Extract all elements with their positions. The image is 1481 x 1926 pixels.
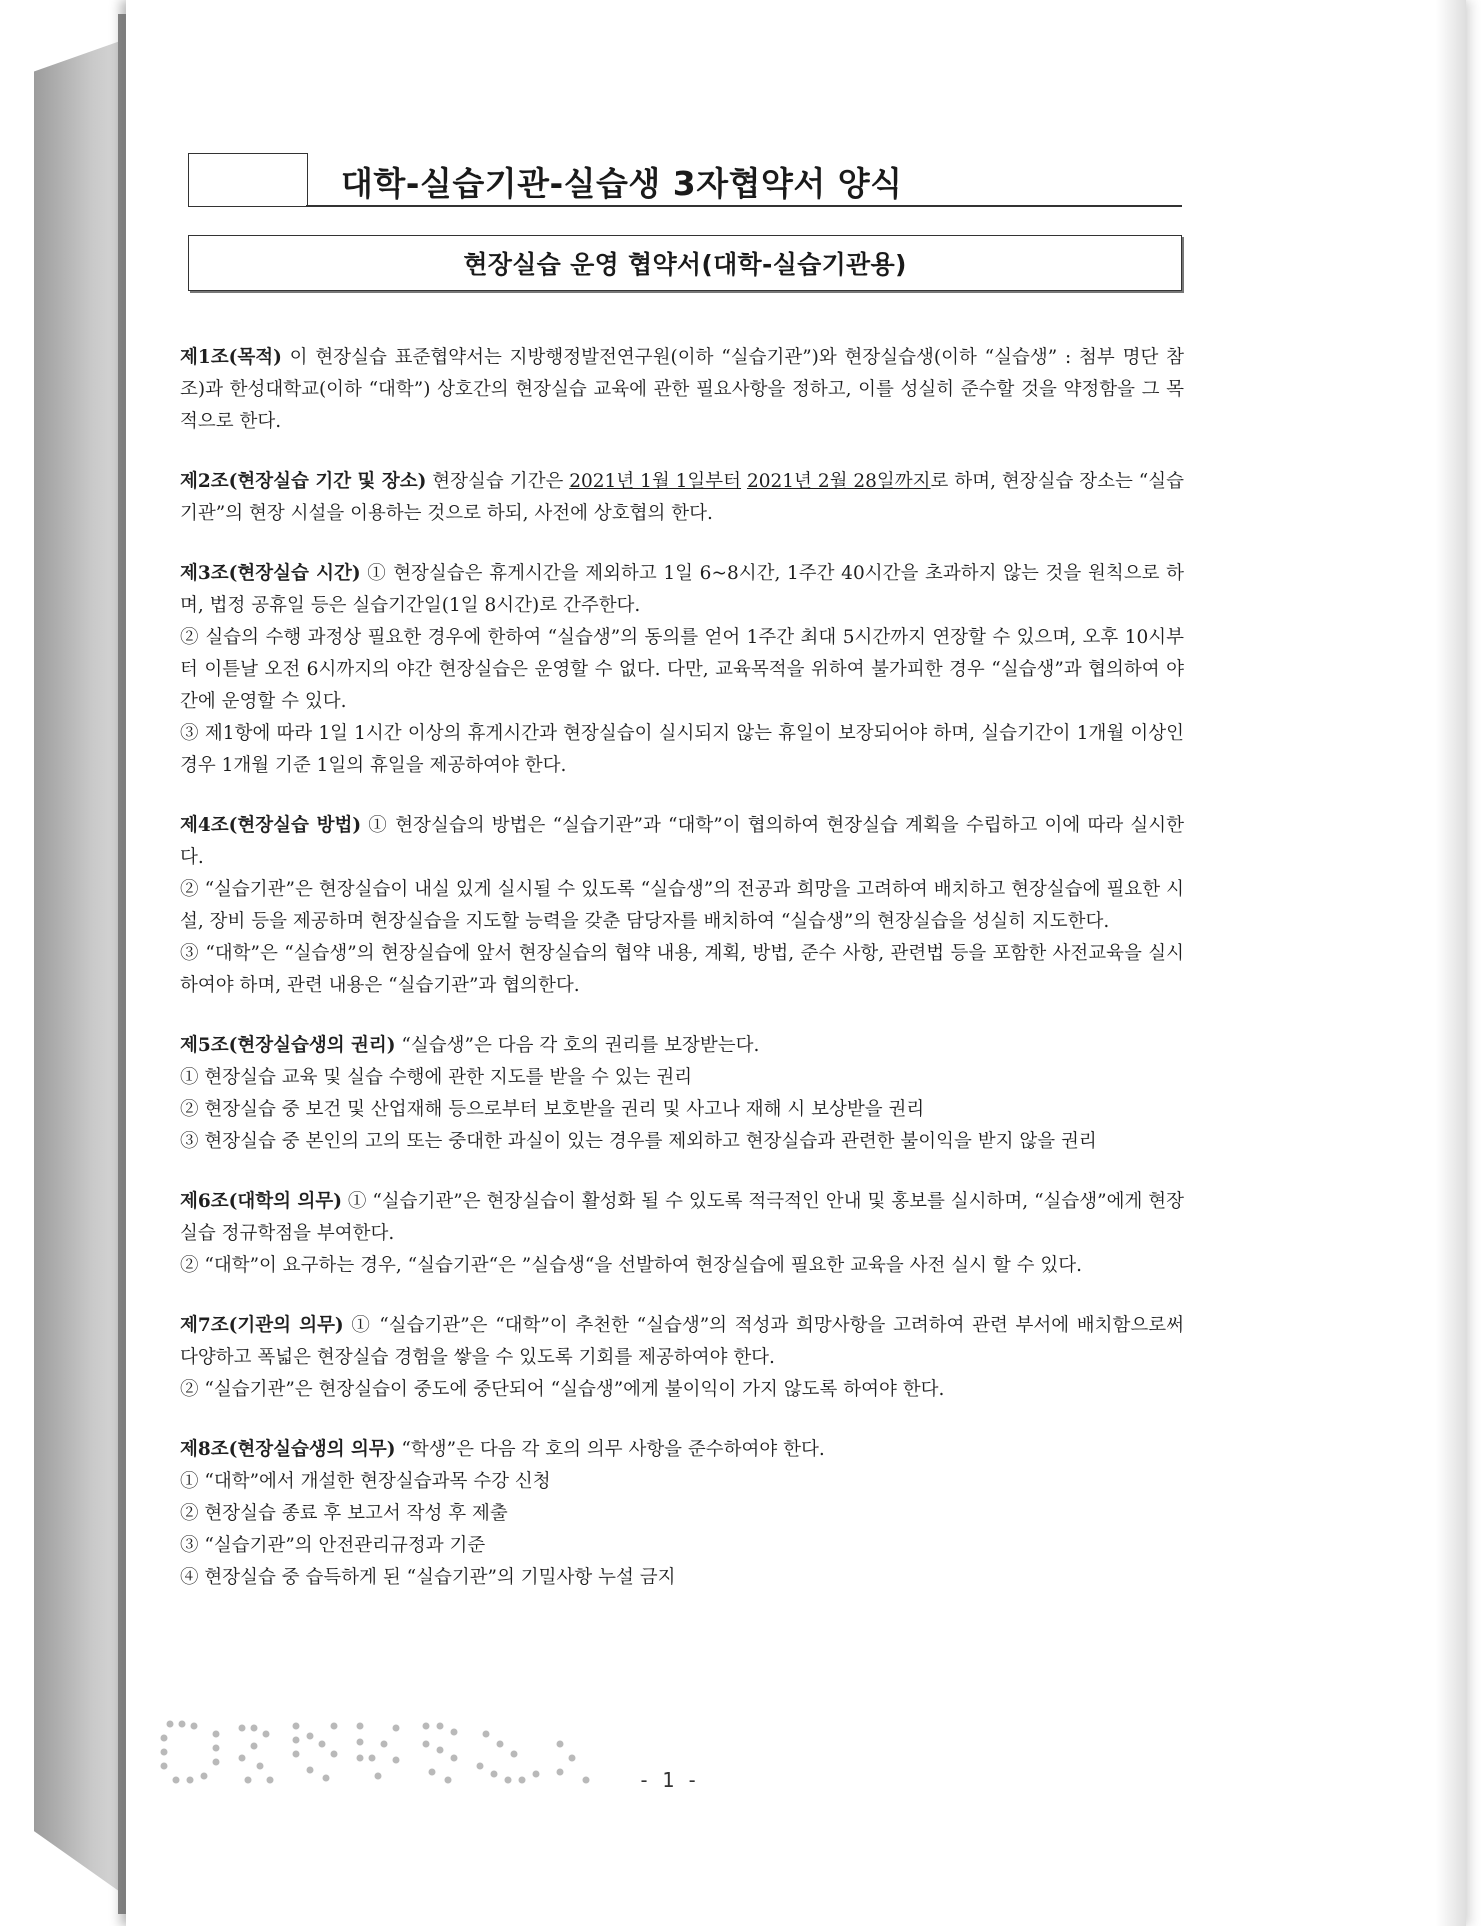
- article-clause: ② 현장실습 종료 후 보고서 작성 후 제출: [180, 1503, 508, 1524]
- title-rule: [306, 205, 1182, 207]
- article-clause: ③ “대학”은 “실습생”의 현장실습에 앞서 현장실습의 협약 내용, 계획, 방법, 준수 사항, 관련법 등을 포함한 사전교육을 실시하여야 하며, 관련 내용은 “실습기관”과 협의한다.: [180, 943, 1184, 996]
- perforation-stamp: [150, 1714, 630, 1792]
- page-number: - 1 -: [638, 1768, 699, 1792]
- article-4: [180, 810, 1184, 1002]
- article-heading: 제6조(대학의 의무): [180, 1191, 342, 1212]
- page-right-shade: [1436, 0, 1466, 1926]
- article-text: 현장실습 기간은: [426, 471, 570, 492]
- article-text: ① 현장실습의 방법은 “실습기관”과 “대학”이 협의하여 현장실습 계획을 수립하고 이에 따라 실시한다.: [180, 815, 1184, 868]
- article-clause: ① 현장실습 교육 및 실습 수행에 관한 지도를 받을 수 있는 권리: [180, 1067, 693, 1088]
- article-clause: ② “실습기관”은 현장실습이 중도에 중단되어 “실습생”에게 불이익이 가지 않도록 하여야 한다.: [180, 1379, 945, 1400]
- article-clause: ③ “실습기관”의 안전관리규정과 기준: [180, 1535, 486, 1556]
- period-start-date: 2021년 1월 1일부터: [569, 471, 742, 492]
- article-clause: ② “대학”이 요구하는 경우, “실습기관“은 ”실습생“을 선발하여 현장실습에 필요한 교육을 사전 실시 할 수 있다.: [180, 1255, 1083, 1276]
- article-7: [180, 1310, 1184, 1406]
- article-heading: 제4조(현장실습 방법): [180, 815, 362, 836]
- article-heading: 제1조(목적): [180, 347, 282, 368]
- article-clause: ③ 제1항에 따라 1일 1시간 이상의 휴게시간과 현장실습이 실시되지 않는 휴일이 보장되어야 하며, 실습기간이 1개월 이상인 경우 1개월 기준 1일의 휴일을 제공하여야 한다.: [180, 723, 1184, 776]
- subtitle-box: [188, 235, 1182, 291]
- article-8: [180, 1434, 1184, 1594]
- article-clause: ② “실습기관”은 현장실습이 내실 있게 실시될 수 있도록 “실습생”의 전공과 희망을 고려하여 배치하고 현장실습에 필요한 시설, 장비 등을 제공하며 현장실습을 지도할 능력을 갖춘 담당자를 배치하여 “실습생”의 현장실습을 성실히 지도한다.: [180, 879, 1184, 932]
- article-text: ① 현장실습은 휴게시간을 제외하고 1일 6~8시간, 1주간 40시간을 초과하지 않는 것을 원칙으로 하며, 법정 공휴일 등은 실습기간일(1일 8시간)로 간주한다.: [180, 563, 1184, 616]
- period-end-date: 2021년 2월 28일까지: [746, 471, 931, 492]
- agreement-body: [180, 342, 1184, 1622]
- header-label-box: [188, 153, 308, 207]
- article-heading: 제2조(현장실습 기간 및 장소): [180, 471, 427, 492]
- article-clause: ③ 현장실습 중 본인의 고의 또는 중대한 과실이 있는 경우를 제외하고 현장실습과 관련한 불이익을 받지 않을 권리: [180, 1131, 1097, 1152]
- article-heading: 제8조(현장실습생의 의무): [180, 1439, 396, 1460]
- document-subtitle: 현장실습 운영 협약서(대학-실습기관용): [463, 250, 907, 279]
- article-clause: ② 현장실습 중 보건 및 산업재해 등으로부터 보호받을 권리 및 사고나 재해 시 보상받을 권리: [180, 1099, 925, 1120]
- article-text: ① “실습기관”은 현장실습이 활성화 될 수 있도록 적극적인 안내 및 홍보를 실시하며, “실습생”에게 현장실습 정규학점을 부여한다.: [180, 1191, 1184, 1244]
- article-clause: ④ 현장실습 중 습득하게 된 “실습기관”의 기밀사항 누설 금지: [180, 1567, 676, 1588]
- article-3: [180, 558, 1184, 782]
- document-title: 대학-실습기관-실습생 3자협약서 양식: [341, 164, 903, 203]
- article-heading: 제5조(현장실습생의 권리): [180, 1035, 396, 1056]
- article-heading: 제3조(현장실습 시간): [180, 563, 361, 584]
- article-5: [180, 1030, 1184, 1158]
- article-1: [180, 342, 1184, 438]
- article-text: “실습생”은 다음 각 호의 권리를 보장받는다.: [395, 1035, 760, 1056]
- article-text: “학생”은 다음 각 호의 의무 사항을 준수하여야 한다.: [395, 1439, 825, 1460]
- article-clause: ② 실습의 수행 과정상 필요한 경우에 한하여 “실습생”의 동의를 얻어 1주간 최대 5시간까지 연장할 수 있으며, 오후 10시부터 이튿날 오전 6시까지의 야간 현장실습은 운영할 수 없다. 다만, 교육목적을 위하여 불가피한 경우 “실습생”과 협의하여 야간에 운영할 수 있다.: [180, 627, 1184, 712]
- article-text: 이 현장실습 표준협약서는 지방행정발전연구원(이하 “실습기관”)와 현장실습생(이하 “실습생” : 첨부 명단 참조)과 한성대학교(이하 “대학”) 상호간의 현장실습 교육에 관한 필요사항을 정하고, 이를 성실히 준수할 것을 약정함을 그 목적으로 한다.: [180, 347, 1184, 432]
- article-clause: ① “대학”에서 개설한 현장실습과목 수강 신청: [180, 1471, 551, 1492]
- article-text: 로 하며, 현장실습 장소는 “실습기관”의 현장 시설을 이용하는 것으로 하되, 사전에 상호협의 한다.: [180, 471, 1184, 524]
- article-6: [180, 1186, 1184, 1282]
- article-heading: 제7조(기관의 의무): [180, 1315, 344, 1336]
- article-2: [180, 466, 1184, 530]
- article-text: ① “실습기관”은 “대학”이 추천한 “실습생”의 적성과 희망사항을 고려하여 관련 부서에 배치함으로써 다양하고 폭넓은 현장실습 경험을 쌓을 수 있도록 기회를 제공하여야 한다.: [180, 1315, 1184, 1368]
